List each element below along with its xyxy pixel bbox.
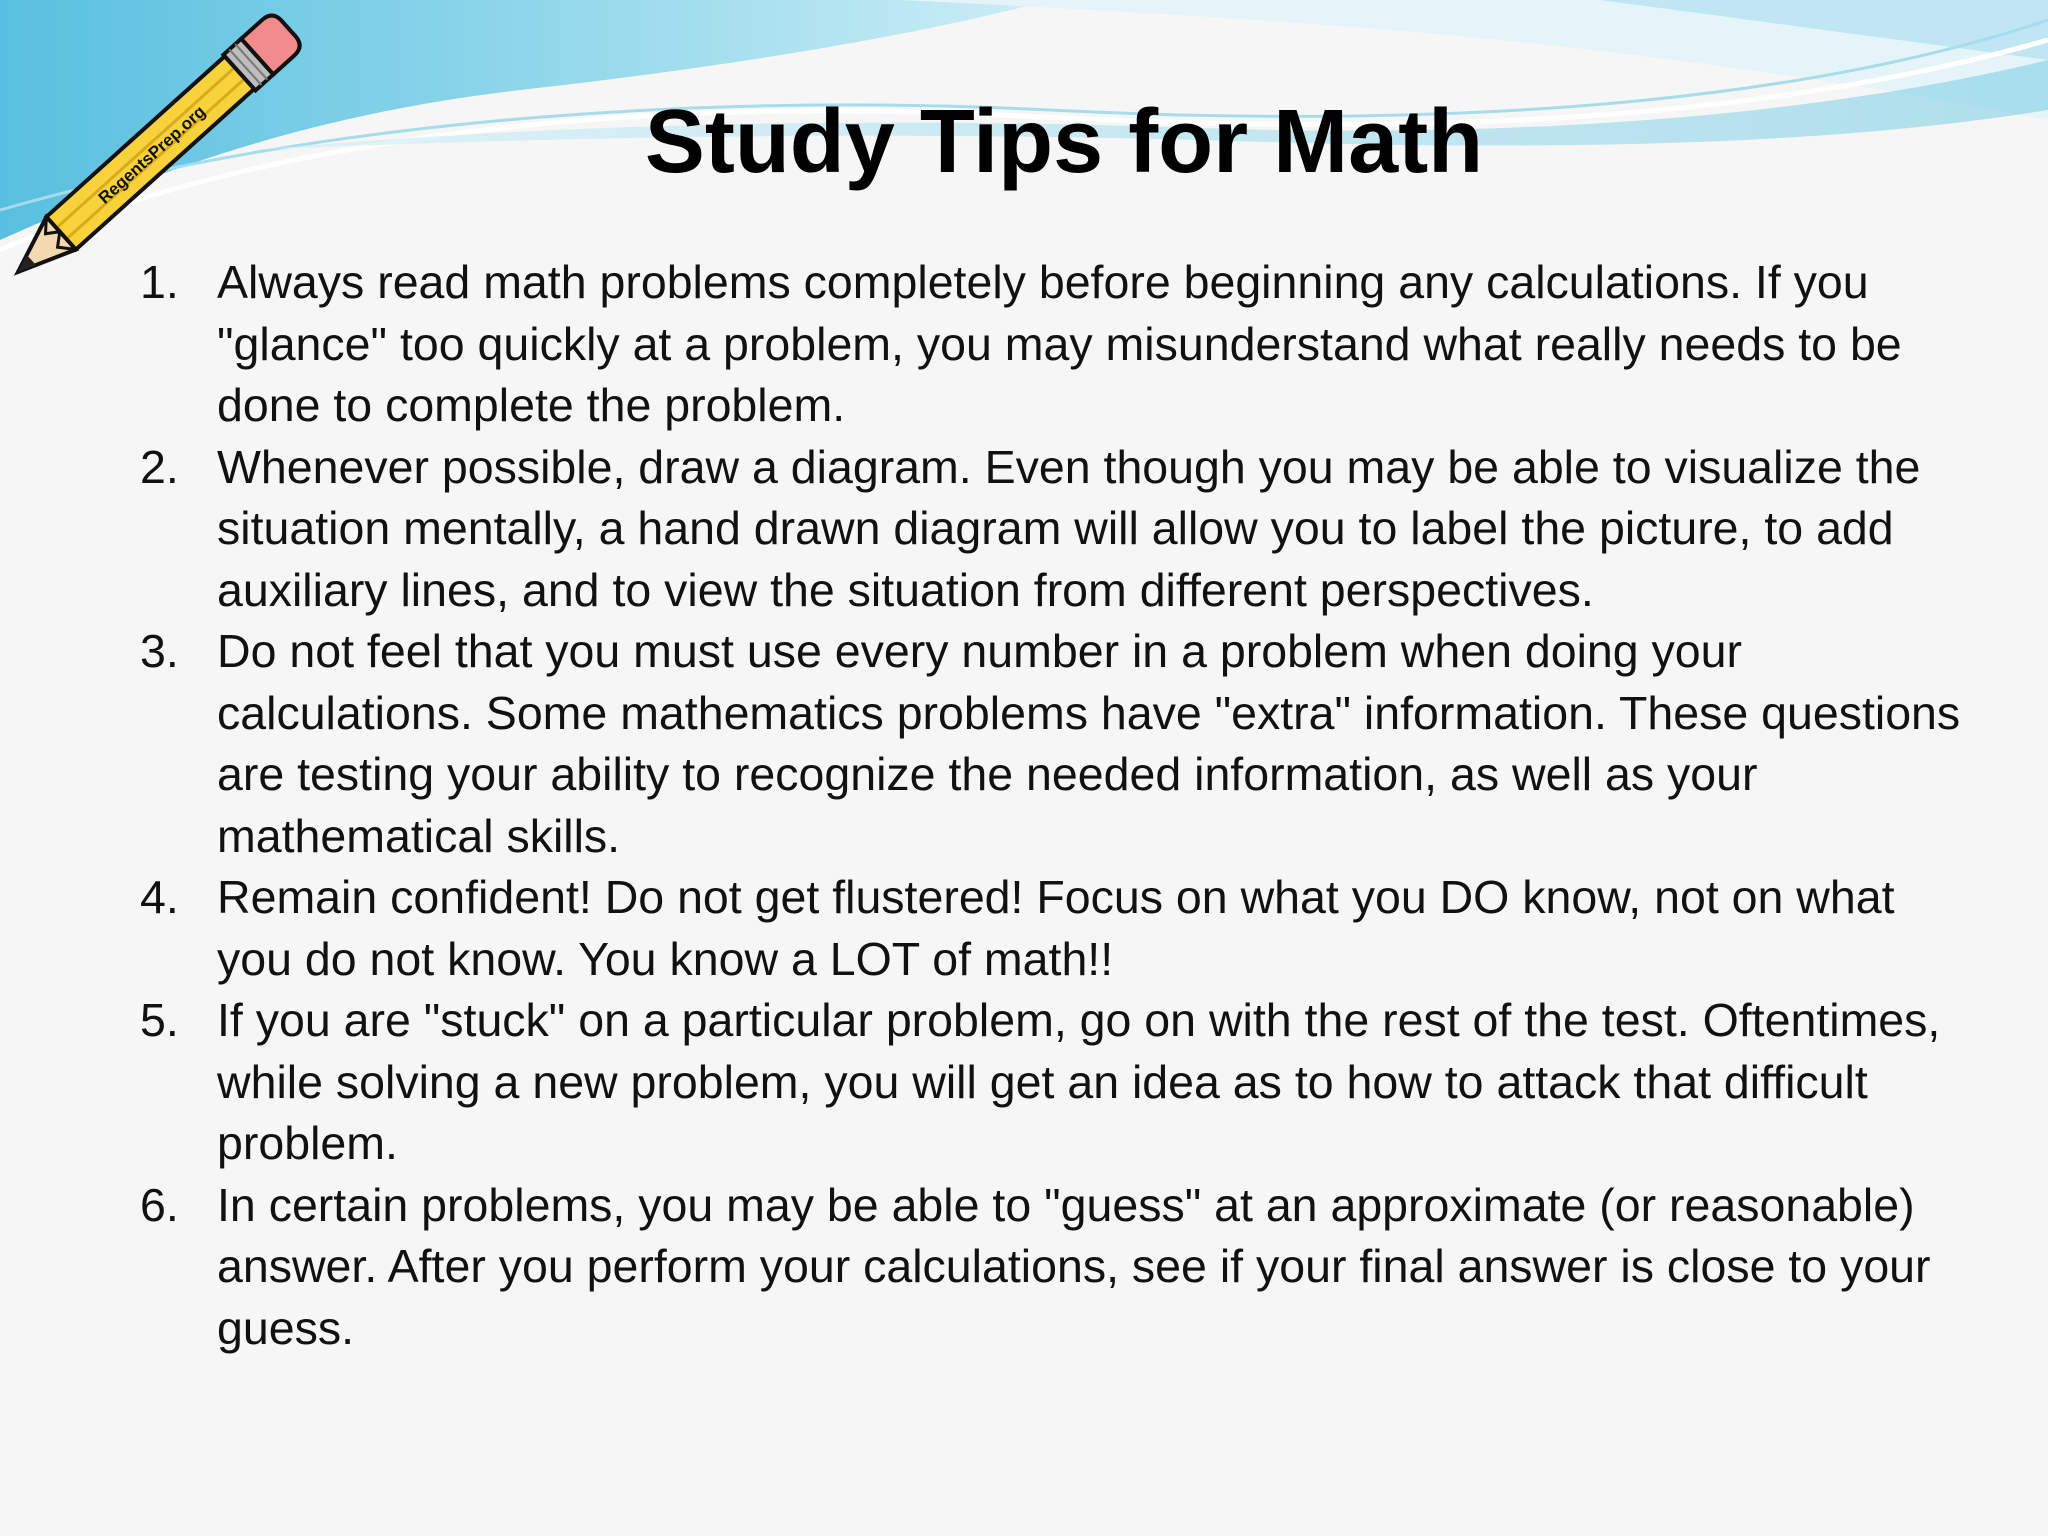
tip-text: Whenever possible, draw a diagram. Even though you may be able to visualize the situation mentally, a hand drawn diagram will allow you to label the picture, to add auxiliary lines, and to view the situation from different perspectives. [217, 440, 1921, 616]
slide-title: Study Tips for Math [644, 92, 1484, 192]
tip-text: Do not feel that you must use every number in a problem when doing your calculations. Some mathematics problems have "extra" information. These questions are testing your ability to recognize the needed information, as well as your mathematical skills. [217, 625, 1961, 862]
tip-item [140, 437, 1970, 622]
logo-text: RegentsPrep.org [94, 101, 210, 208]
tip-number: 5. [140, 994, 179, 1046]
tip-text: Always read math problems completely before beginning any calculations. If you "glance" too quickly at a problem, you may misunderstand what really needs to be done to complete the problem. [217, 256, 1902, 431]
tips-list [140, 252, 1970, 1359]
tip-item [140, 1175, 1970, 1360]
tip-number: 4. [140, 871, 179, 923]
tip-text: If you are "stuck" on a particular problem, go on with the rest of the test. Oftentimes, while solving a new problem, you will get an idea as to how to attack that difficult problem. [217, 994, 1941, 1169]
tip-text: Remain confident! Do not get flustered! Focus on what you DO know, not on what you do not know. You know a LOT of math!! [217, 871, 1895, 985]
tip-number: 3. [140, 625, 179, 677]
tip-item [140, 621, 1970, 867]
tip-item [140, 867, 1970, 990]
tip-number: 6. [140, 1178, 179, 1231]
tip-number: 1. [140, 256, 179, 308]
tip-item [140, 252, 1970, 437]
tip-text: In certain problems, you may be able to "guess" at an approximate (or reasonable) answer. After you perform your calculations, see if your final answer is close to your guess. [217, 1178, 1931, 1354]
tip-number: 2. [140, 440, 179, 493]
tip-item [140, 990, 1970, 1175]
